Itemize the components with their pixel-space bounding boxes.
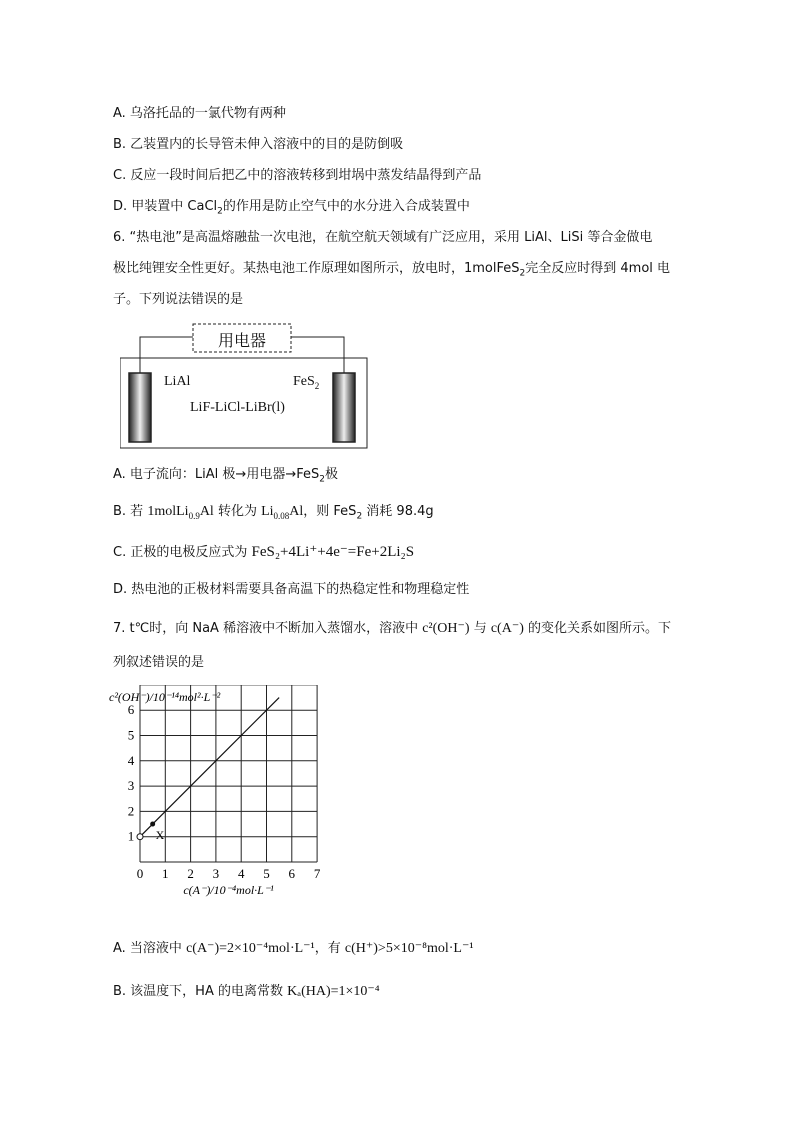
y-tick-label: 5 [127,727,135,743]
x-axis-label: c(A⁻)/10⁻⁴mol·L⁻¹ [183,883,274,897]
y-tick-label: 3 [127,778,135,794]
q6-option-b: B. 若 1molLi$_{0.9}$Al 转化为 $Li_{0.08}Al$，则 FeS$_2$ 消耗 98.4g [113,504,434,522]
q6-option-d: D. 热电池的正极材料需要具备高温下的热稳定性和物理稳定性 [113,582,470,597]
y-axis-label: c²(OH⁻)/10⁻¹⁴mol²·L⁻² [109,690,221,704]
q5-option-a: A. 乌洛托品的一氯代物有两种 [113,106,286,121]
arrow-right-icon: → [285,467,297,482]
filled-data-point [150,822,155,827]
q6-option-a: A. 电子流向：LiAl 极→用电器→FeS$_2$极 [113,467,339,485]
y-tick-label: 6 [127,702,135,718]
x-tick-label: 0 [136,866,144,881]
x-tick-label: 7 [313,866,321,881]
point-label: X [155,828,165,843]
device-label: 用电器 [217,333,266,350]
x-tick-label: 1 [162,866,169,881]
q6-stem-line2: 极比纯锂安全性更好。某热电池工作原理如图所示，放电时，1molFeS$_2$完全反应时得到 4mol 电 [113,261,671,279]
x-tick-label: 5 [263,866,270,881]
cathode-electrode [333,373,355,442]
cathode-label: FeS$_2$ [293,374,320,391]
anode-label: LiAl [164,374,191,389]
x-tick-label: 6 [288,866,296,881]
q5-option-c: C. 反应一段时间后把乙中的溶液转移到坩埚中蒸发结晶得到产品 [113,168,482,183]
q7-option-a: A. 当溶液中 c(A⁻)=2×10⁻⁴mol·L⁻¹，有 c(H⁺)>5×10⁻⁸mol·L⁻¹ [113,941,474,956]
q7-stem-line1: 7. t℃时，向 NaA 稀溶液中不断加入蒸馏水，溶液中 c²(OH⁻) 与 c(A⁻) 的变化关系如图所示。下 [113,621,672,636]
arrow-right-icon: → [235,467,247,482]
x-tick-label: 2 [187,866,194,881]
q7-option-b: B. 该温度下，HA 的电离常数 Kₐ(HA)=1×10⁻⁴ [113,984,380,999]
q6-stem-line1: 6. “热电池”是高温熔融盐一次电池，在航空航天领域有广泛应用，采用 LiAl、LiSi 等合金做电 [113,230,653,245]
q5-option-b: B. 乙装置内的长导管未伸入溶液中的目的是防倒吸 [113,137,404,152]
q6-option-c: C. 正极的电极反应式为 FeS₂+4Li⁺+4e⁻=Fe+2Li₂S [113,544,415,560]
q5-option-d: D. 甲装置中 CaCl$_2$的作用是防止空气中的水分进入合成装置中 [113,199,470,217]
electrode-equation: FeS₂+4Li⁺+4e⁻=Fe+2Li₂S [251,544,415,560]
battery-diagram [120,320,370,450]
x-tick-label: 3 [212,866,220,881]
y-tick-label: 1 [127,828,135,844]
q6-stem-line3: 子。下列说法错误的是 [113,292,244,307]
x-tick-label: 4 [237,866,245,881]
q7-stem-line2: 列叙述错误的是 [113,655,205,670]
electrolyte-label: LiF-LiCl-LiBr(l) [190,400,285,415]
chart [105,685,335,925]
y-tick-label: 2 [127,803,135,819]
chart-svg [105,685,335,925]
series-line [140,698,279,837]
anode-electrode [129,373,151,442]
open-data-point [137,834,143,840]
y-tick-label: 4 [127,752,135,768]
